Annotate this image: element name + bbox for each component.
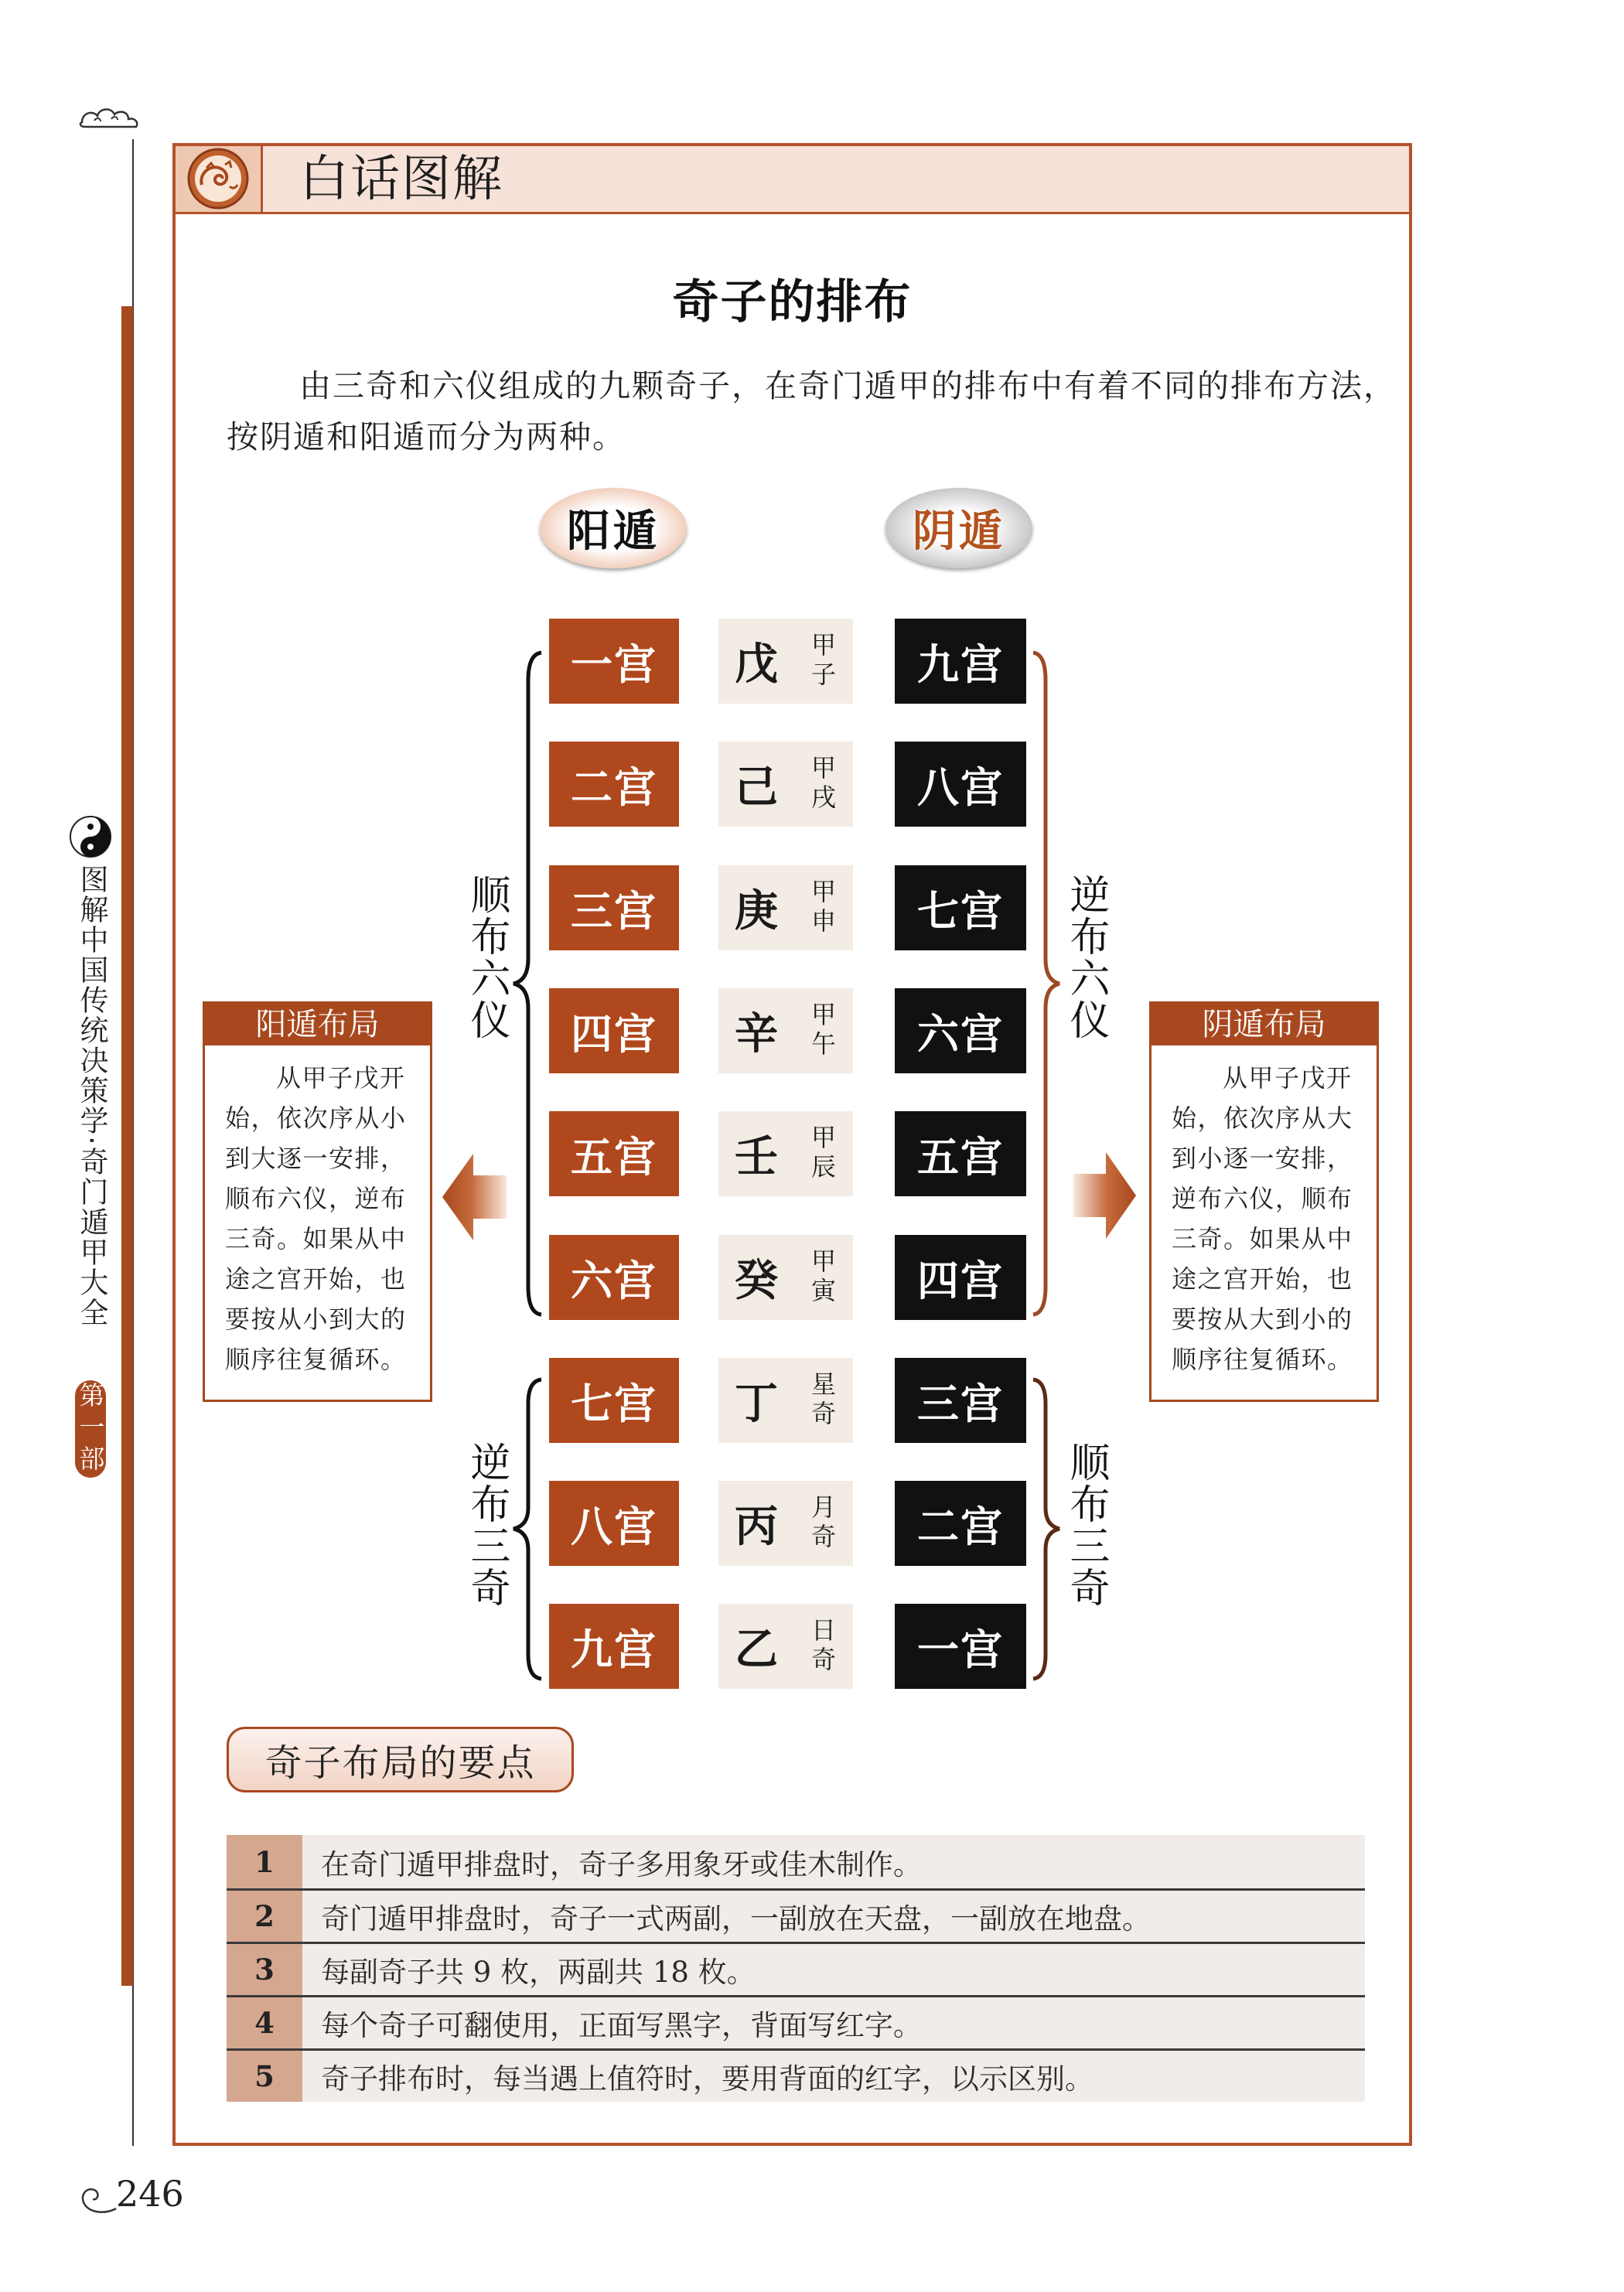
qizi-cell (718, 742, 853, 827)
yang-palace-cell: 四宫 (549, 988, 679, 1073)
yang-dun-oval: 阳遁 (540, 488, 687, 568)
row-text: 每个奇子可翻使用，正面写黑字，背面写红字。 (302, 1997, 1365, 2048)
qizi-cell (718, 1111, 853, 1196)
yang-palace-cell: 六宫 (549, 1235, 679, 1320)
qizi-note: 甲戌 (807, 755, 837, 813)
row-text: 每副奇子共 9 枚，两副共 18 枚。 (302, 1944, 1365, 1995)
yin-palace-cell: 八宫 (895, 742, 1026, 827)
section-title: 奇子的排布 (672, 275, 913, 329)
row-text: 在奇门遁甲排盘时，奇子多用象牙或佳木制作。 (302, 1835, 1365, 1888)
cloud-ornament-icon (77, 99, 142, 133)
qizi-stem: 癸 (735, 1255, 778, 1306)
callout-line: 三奇。如果从中 (1172, 1224, 1353, 1253)
grid-row (549, 1604, 1026, 1689)
qizi-stem: 乙 (735, 1624, 778, 1675)
qizi-stem: 庚 (735, 885, 778, 936)
callout-line: 逆布六仪，顺布 (1172, 1184, 1353, 1213)
qizi-note-wrap (807, 1358, 838, 1443)
qizi-note: 甲午 (807, 1001, 837, 1060)
qizi-note-wrap (807, 1481, 838, 1566)
yang-palace-cell: 三宫 (549, 865, 679, 950)
table-row (227, 2048, 1365, 2102)
qizi-note: 星奇 (807, 1371, 837, 1430)
key-points-table (227, 1835, 1365, 2102)
yang-palace-cell: 二宫 (549, 742, 679, 827)
row-number: 4 (227, 1997, 302, 2048)
header-title: 白话图解 (299, 151, 503, 208)
yin-layout-callout (1149, 1001, 1379, 1402)
qizi-note-wrap (807, 619, 838, 704)
grid-row (549, 1235, 1026, 1320)
yin-palace-cell: 五宫 (895, 1111, 1026, 1196)
callout-body (205, 1045, 430, 1380)
emblem-cell (176, 146, 263, 212)
yang-palace-cell: 五宫 (549, 1111, 679, 1196)
qizi-note-wrap (807, 742, 838, 827)
yin-palace-cell: 九宫 (895, 619, 1026, 704)
qizi-note: 日奇 (807, 1617, 837, 1676)
grid-row (549, 1481, 1026, 1566)
callout-line: 要按从小到大的 (225, 1305, 407, 1334)
page-number: 246 (116, 2173, 184, 2215)
table-row (227, 1835, 1365, 1888)
qizi-stem: 己 (735, 762, 778, 813)
yang-palace-cell: 七宫 (549, 1358, 679, 1443)
callout-line: 到大逐一安排， (225, 1144, 407, 1173)
qizi-cell (718, 865, 853, 950)
callout-title: 阳遁布局 (205, 1004, 430, 1045)
callout-line: 从甲子戊开 (276, 1063, 406, 1093)
part-badge (75, 1380, 106, 1478)
qizi-note: 甲辰 (807, 1124, 837, 1183)
grid-row (549, 1111, 1026, 1196)
yang-palace-cell: 九宫 (549, 1604, 679, 1689)
qizi-note-wrap (807, 865, 838, 950)
callout-line: 顺序往复循环。 (1172, 1345, 1353, 1374)
row-text: 奇门遁甲排盘时，奇子一式两副，一副放在天盘，一副放在地盘。 (302, 1891, 1365, 1942)
qizi-stem: 丁 (735, 1378, 778, 1429)
callout-line: 顺布六仪，逆布 (225, 1184, 407, 1213)
row-number: 1 (227, 1835, 302, 1888)
table-row (227, 1942, 1365, 1995)
qizi-note-wrap (807, 988, 838, 1073)
yin-palace-cell: 一宫 (895, 1604, 1026, 1689)
callout-title: 阴遁布局 (1151, 1004, 1377, 1045)
callout-line: 顺序往复循环。 (225, 1345, 407, 1374)
row-number: 3 (227, 1944, 302, 1995)
part-label: 第一部 (75, 1381, 106, 1477)
margin-color-bar (121, 306, 133, 1986)
yang-lower-brace-label: 逆布三奇 (463, 1441, 510, 1608)
callout-line: 始，依次序从大 (1172, 1103, 1353, 1133)
callout-line: 三奇。如果从中 (225, 1224, 407, 1253)
table-row (227, 1888, 1365, 1942)
row-text: 奇子排布时，每当遇上值符时，要用背面的红字，以示区别。 (302, 2051, 1365, 2102)
qizi-stem: 壬 (735, 1131, 778, 1182)
grid-row (549, 988, 1026, 1073)
callout-body (1151, 1045, 1377, 1380)
qizi-cell (718, 1481, 853, 1566)
qizi-cell (718, 1235, 853, 1320)
swirl-ornament-icon (77, 2178, 119, 2218)
grid-row (549, 1358, 1026, 1443)
table-row (227, 1995, 1365, 2048)
qizi-cell (718, 1358, 853, 1443)
qizi-note-wrap (807, 1604, 838, 1689)
grid-row (549, 619, 1026, 704)
yin-palace-cell: 七宫 (895, 865, 1026, 950)
yin-palace-cell: 二宫 (895, 1481, 1026, 1566)
yin-lower-brace-label: 顺布三奇 (1063, 1441, 1109, 1608)
qizi-cell (718, 1604, 853, 1689)
callout-line: 途之宫开始，也 (225, 1264, 407, 1294)
qizi-stem: 辛 (735, 1008, 778, 1059)
row-number: 2 (227, 1891, 302, 1942)
key-points-title: 奇子布局的要点 (227, 1727, 574, 1792)
qizi-note: 甲子 (807, 632, 837, 691)
grid-row (549, 742, 1026, 827)
running-title: 图解中国传统决策学·奇门遁甲大全 (75, 865, 108, 1328)
yang-upper-brace-label: 顺布六仪 (463, 874, 510, 1041)
yin-upper-brace-label: 逆布六仪 (1063, 874, 1109, 1041)
callout-line: 始，依次序从小 (225, 1103, 407, 1133)
qizi-stem: 戊 (735, 639, 778, 690)
dragon-emblem-icon (176, 146, 261, 210)
qizi-note: 甲寅 (807, 1248, 837, 1307)
yin-yang-icon (69, 815, 112, 858)
callout-line: 从甲子戊开 (1223, 1063, 1353, 1093)
intro-paragraph (227, 360, 1397, 462)
qizi-stem: 丙 (735, 1501, 778, 1552)
yang-palace-cell: 八宫 (549, 1481, 679, 1566)
intro-line: 按阴遁和阳遁而分为两种。 (227, 418, 626, 455)
yang-layout-callout (203, 1001, 432, 1402)
callout-line: 要按从大到小的 (1172, 1305, 1353, 1334)
qizi-cell (718, 988, 853, 1073)
yin-dun-oval: 阴遁 (885, 488, 1032, 568)
qizi-cell (718, 619, 853, 704)
grid-row (549, 865, 1026, 950)
qizi-note-wrap (807, 1235, 838, 1320)
yin-palace-cell: 六宫 (895, 988, 1026, 1073)
yang-palace-cell: 一宫 (549, 619, 679, 704)
callout-line: 途之宫开始，也 (1172, 1264, 1353, 1294)
qizi-note: 甲申 (807, 878, 837, 937)
yin-palace-cell: 三宫 (895, 1358, 1026, 1443)
row-number: 5 (227, 2051, 302, 2102)
callout-line: 到小逐一安排， (1172, 1144, 1353, 1173)
intro-line: 由三奇和六仪组成的九颗奇子，在奇门遁甲的排布中有着不同的排布方法， (299, 367, 1397, 404)
qizi-note: 月奇 (807, 1494, 837, 1553)
qizi-note-wrap (807, 1111, 838, 1196)
yin-palace-cell: 四宫 (895, 1235, 1026, 1320)
